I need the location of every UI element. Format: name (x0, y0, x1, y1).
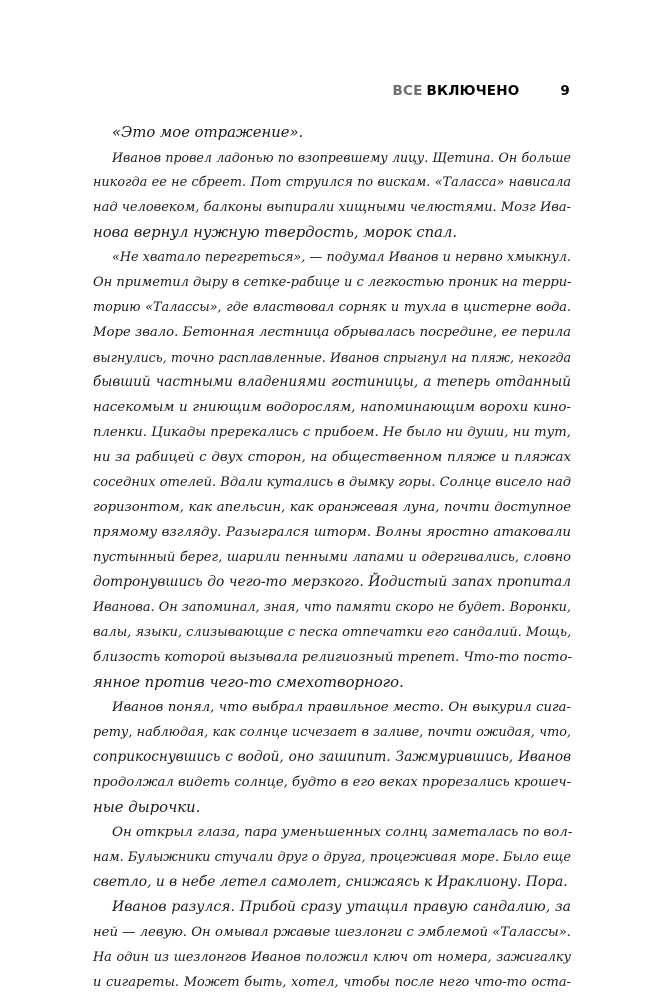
running-head-title-part2: ВКЛЮЧЕНО (426, 83, 520, 99)
text-line: горизонтом, как апельсин, как оранжевая луна, почти доступное (93, 500, 571, 515)
text-line: Он приметил дыру в сетке-рабице и с легкостью проник на терри- (93, 275, 572, 290)
text-line: На один из шезлонгов Иванов положил ключ от номера, зажигалку (93, 950, 571, 965)
text-line: Иванова. Он запоминал, зная, что памяти скоро не будет. Воронки, (93, 600, 571, 615)
text-line: нова вернул нужную твердость, морок спал. (93, 224, 458, 241)
text-line: янное против чего-то смехотворного. (93, 674, 404, 691)
text-line: «Не хватало перегреться», — подумал Иванов и нервно хмыкнул. (112, 250, 571, 265)
text-line: нам. Булыжники стучали друг о друга, процеживая море. Было еще (93, 850, 571, 865)
text-line: рету, наблюдая, как солнце исчезает в заливе, почти ожидая, что, (93, 725, 571, 740)
text-line: ни за рабицей с двух сторон, на общественном пляже и пляжах (93, 450, 571, 465)
text-line: Иванов разулся. Прибой сразу утащил правую сандалию, за (112, 899, 571, 915)
text-line: бывший частными владениями гостиницы, а теперь отданный (93, 374, 571, 390)
text-line: над человеком, балконы выпирали хищными челюстями. Мозг Ива- (93, 200, 571, 215)
text-line: соприкоснувшись с водой, оно зашипит. Зажмурившись, Иванов (93, 749, 571, 765)
text-line: валы, языки, слизывающие с песка отпечатки его сандалий. Мощь, (93, 625, 572, 640)
page-number: 9 (560, 83, 570, 99)
text-line: «Это мое отражение». (112, 124, 304, 141)
text-line: пустынный берег, шарили пенными лапами и одергивались, словно (93, 550, 571, 565)
text-line: Иванов провел ладонью по взопревшему лицу. Щетина. Он больше (112, 150, 571, 165)
body-text (93, 120, 571, 995)
running-head (392, 83, 570, 99)
running-head-title-part1: ВСЕ (392, 83, 423, 99)
text-line: прямому взгляду. Разыгрался шторм. Волны яростно атаковали (93, 525, 571, 540)
text-line: никогда ее не сбреет. Пот струился по вискам. «Таласса» нависала (93, 175, 571, 190)
text-line: выгнулись, точно расплавленные. Иванов спрыгнул на пляж, некогда (93, 350, 571, 365)
text-line: и сигареты. Может быть, хотел, чтобы после него что-то оста- (93, 975, 571, 990)
text-line: пленки. Цикады пререкались с прибоем. Не было ни души, ни тут, (93, 425, 571, 440)
text-line: светло, и в небе летел самолет, снижаясь к Ираклиону. Пора. (93, 874, 568, 890)
text-line: близость которой вызывала религиозный трепет. Что-то посто- (93, 650, 572, 665)
text-line: торию «Талассы», где властвовал сорняк и тухла в цистерне вода. (93, 300, 571, 315)
text-line: насекомым и гниющим водорослям, напоминающим ворохи кино- (93, 400, 571, 415)
text-line: ные дырочки. (93, 799, 201, 816)
text-line: дотронувшись до чего-то мерзкого. Йодистый запах пропитал (93, 574, 571, 590)
text-line: продолжал видеть солнце, будто в его веках прорезались крошеч- (93, 775, 572, 790)
text-line: Море звало. Бетонная лестница обрывалась посредине, ее перила (93, 325, 571, 340)
text-line: Он открыл глаза, пара уменьшенных солнц заметалась по вол- (112, 825, 573, 840)
text-line: Иванов понял, что выбрал правильное место. Он выкурил сига- (112, 700, 571, 715)
text-line: соседних отелей. Вдали кутались в дымку горы. Солнце висело над (93, 475, 571, 490)
text-line: ней — левую. Он омывал ржавые шезлонги с эмблемой «Талассы». (93, 925, 571, 940)
